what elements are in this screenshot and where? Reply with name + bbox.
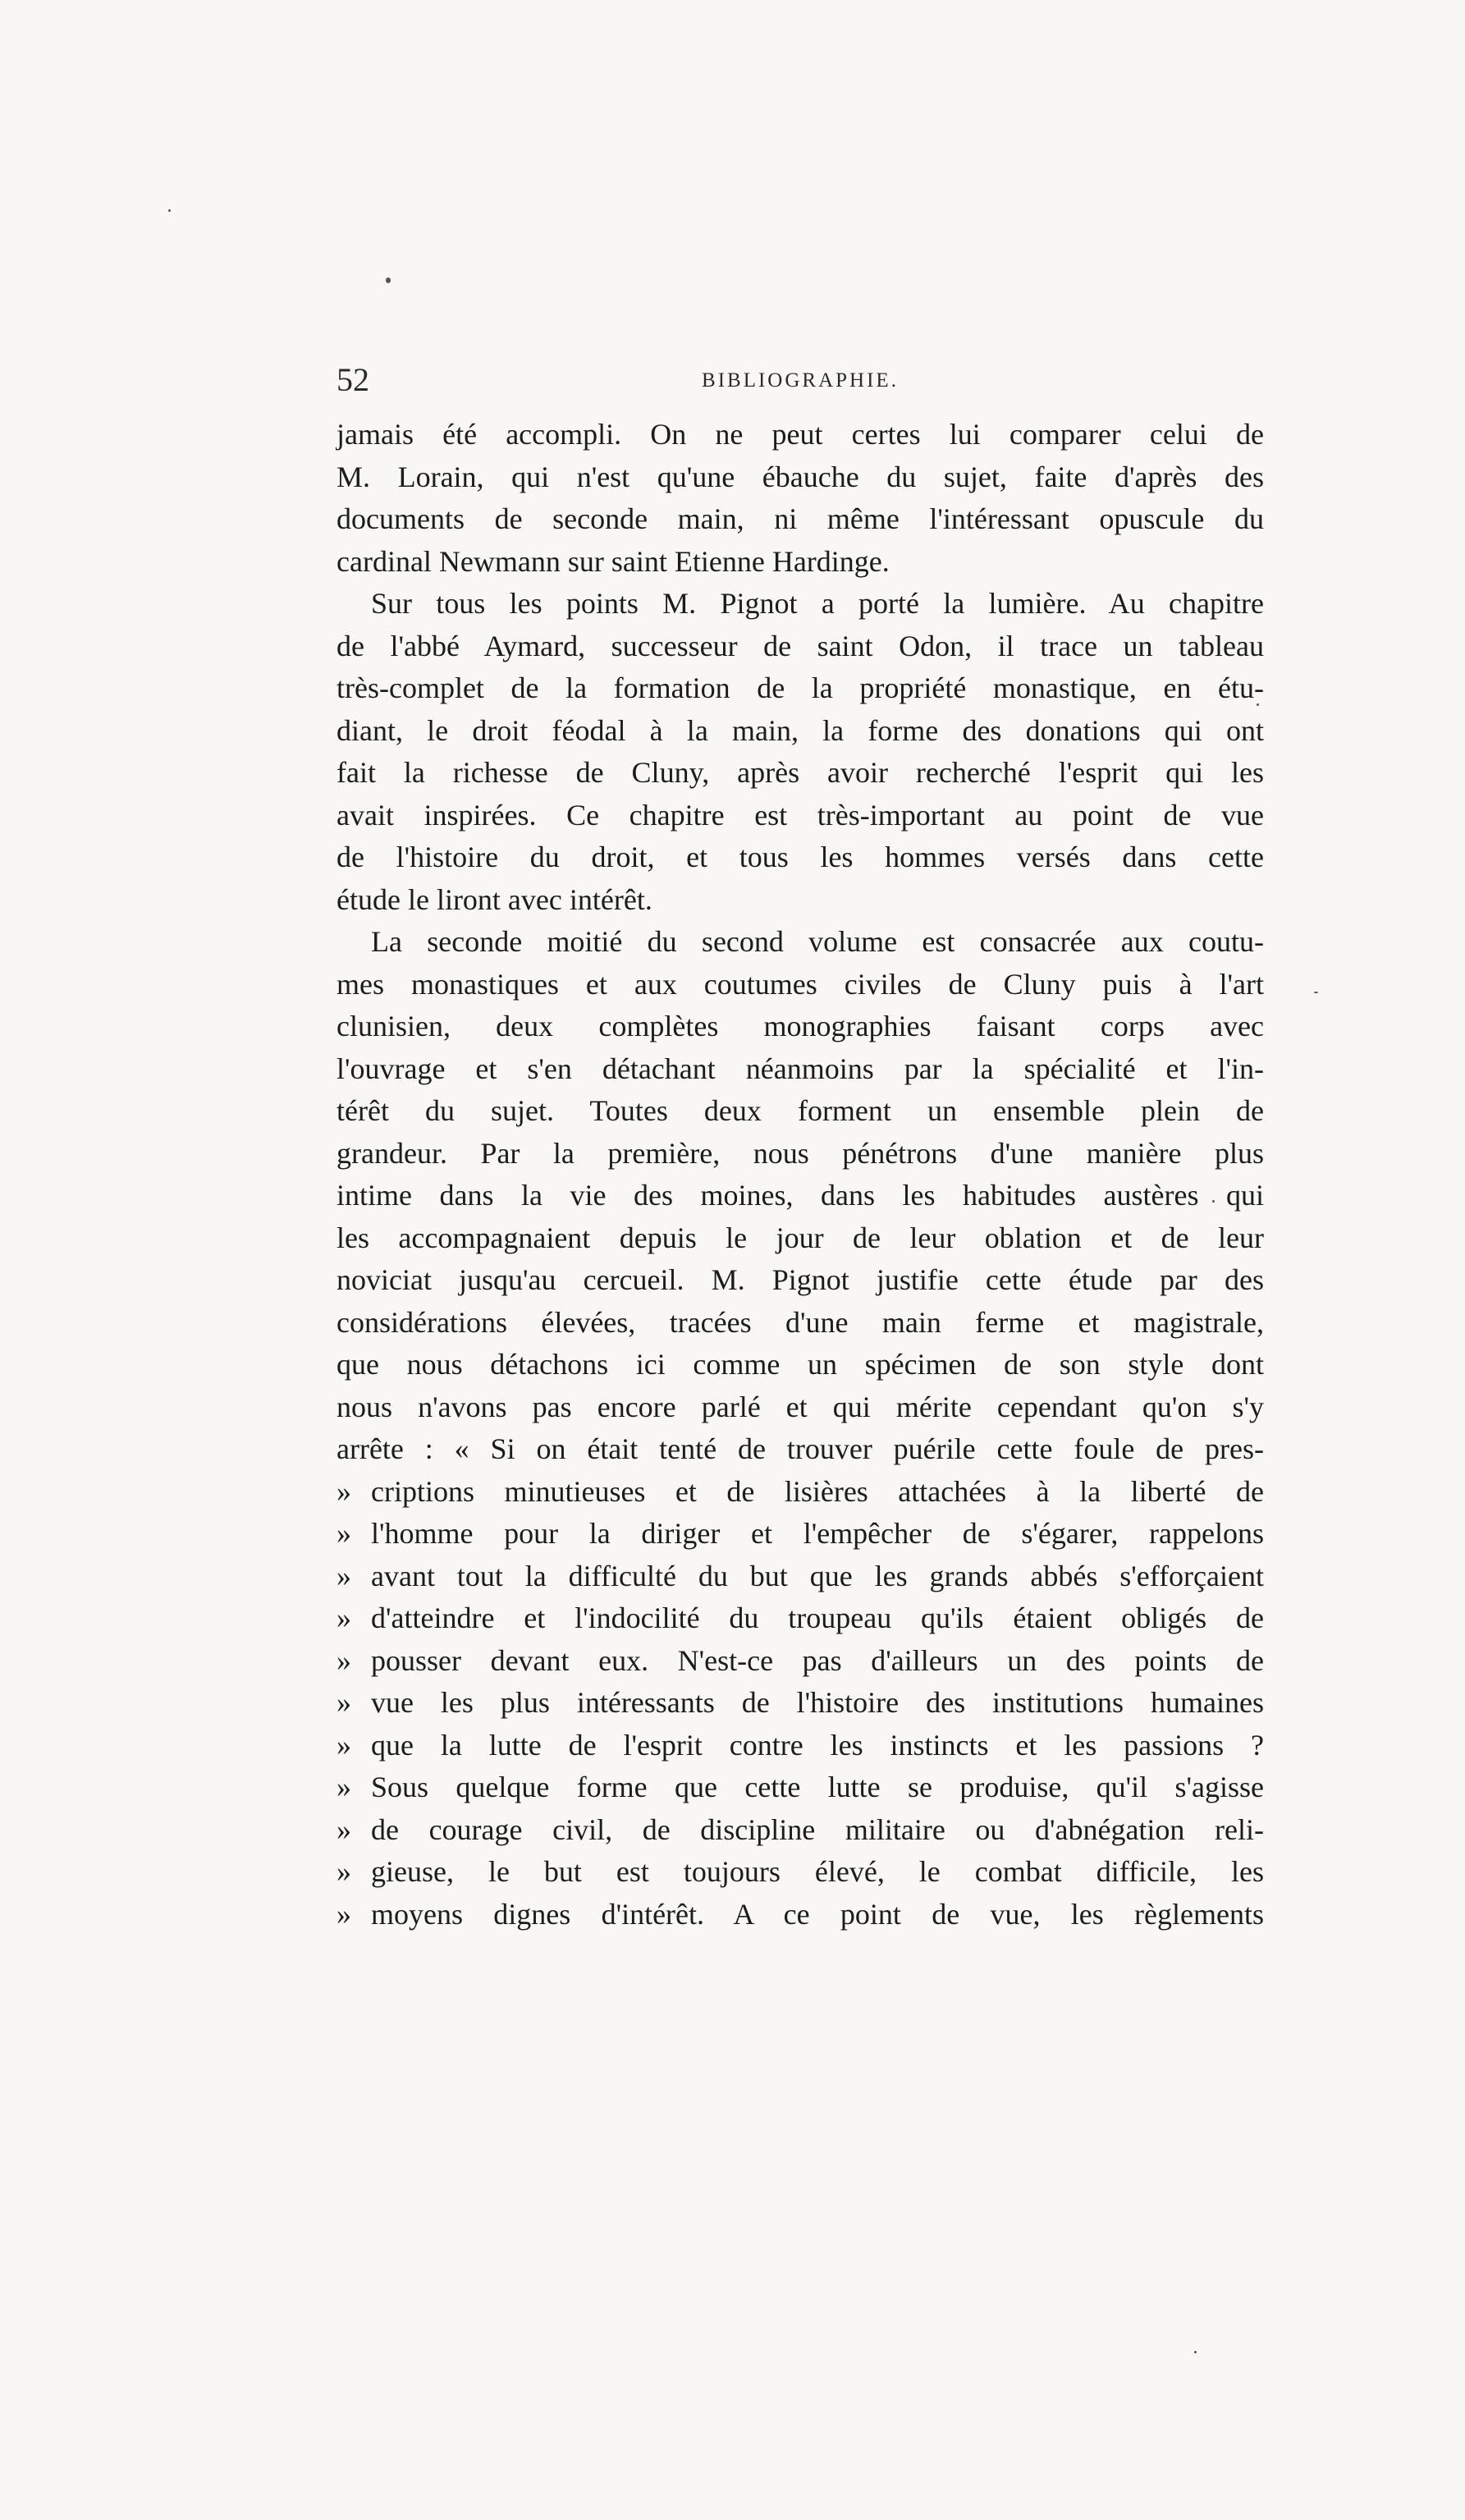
quote-mark: » [336,1728,351,1762]
text-line: nous n'avons pas encore parlé et qui mérite cependant qu'on s'y [336,1390,1264,1423]
quote-mark: » [336,1771,351,1803]
quote-text: criptions minutieuses et de lisières attachées à la liberté de [371,1474,1264,1508]
text-line: de l'histoire du droit, et tous les hommes versés dans cette [336,841,1264,873]
text-line: noviciat jusqu'au cercueil. M. Pignot justifie cette étude par des [336,1263,1264,1296]
text-line: arrête : « Si on était tenté de trouver puérile cette foule de pres- [336,1432,1264,1465]
text-line: considérations élevées, tracées d'une main ferme et magistrale, [336,1305,1264,1339]
quote-line [336,1471,1264,1514]
text-line: les accompagnaient depuis le jour de leur oblation et de leur [336,1221,1264,1254]
quotation-block [336,1471,1264,1936]
text-line: de l'abbé Aymard, successeur de saint Odon, il trace un tableau [336,629,1264,662]
ink-speck [386,277,391,283]
quote-text: l'homme pour la diriger et l'empêcher de s'égarer, rappelons [371,1517,1264,1550]
quote-line [336,1640,1264,1683]
running-title: BIBLIOGRAPHIE. [702,369,899,392]
quote-mark: » [336,1897,351,1931]
quote-line [336,1513,1264,1556]
text-line: Sur tous les points M. Pignot a porté la lumière. Au chapitre [371,587,1264,620]
quote-text: Sous quelque forme que cette lutte se produise, qu'il s'agisse [371,1771,1264,1803]
text-line: clunisien, deux complètes monographies faisant corps avec [336,1010,1264,1042]
text-line: La seconde moitié du second volume est consacrée aux coutu- [371,925,1264,958]
quote-text: d'atteindre et l'indocilité du troupeau qu'ils étaient obligés de [371,1601,1264,1634]
text-line: l'ouvrage et s'en détachant néanmoins par la spécialité et l'in- [336,1052,1264,1085]
running-head [336,360,1264,401]
text-line: intime dans la vie des moines, dans les habitudes austères qui [336,1179,1264,1212]
quote-line [336,1682,1264,1725]
ink-speck [168,209,171,212]
text-line: très-complet de la formation de la propriété monastique, en étu- [336,671,1264,704]
quote-mark: » [336,1559,351,1592]
quote-text: moyens dignes d'intérêt. A ce point de vue, les règlements [371,1897,1264,1931]
quote-mark: » [336,1474,351,1508]
quote-line [336,1894,1264,1936]
quote-mark: » [336,1517,351,1550]
text-line: cardinal Newmann sur saint Etienne Hardinge. [336,544,890,578]
quote-text: avant tout la difficulté du but que les grands abbés s'efforçaient [371,1559,1264,1592]
paragraph-1 [336,414,1264,583]
quote-text: de courage civil, de discipline militaire ou d'abnégation reli- [371,1812,1264,1846]
quote-mark: » [336,1855,351,1888]
quote-line [336,1597,1264,1640]
quote-mark: » [336,1601,351,1634]
quote-mark: » [336,1643,351,1677]
text-line: grandeur. Par la première, nous pénétrons d'une manière plus [336,1136,1264,1170]
text-line: jamais été accompli. On ne peut certes lui comparer celui de [336,418,1264,451]
paragraph-2 [336,583,1264,921]
text-line: avait inspirées. Ce chapitre est très-important au point de vue [336,798,1264,832]
text-line: M. Lorain, qui n'est qu'une ébauche du sujet, faite d'après des [336,460,1264,493]
text-line: fait la richesse de Cluny, après avoir recherché l'esprit qui les [336,756,1264,789]
quote-text: pousser devant eux. N'est-ce pas d'ailleurs un des points de [371,1643,1264,1677]
paragraph-3 [336,921,1264,1471]
quote-line [336,1809,1264,1852]
ink-speck [1314,992,1318,993]
text-line: térêt du sujet. Toutes deux forment un ensemble plein de [336,1094,1264,1127]
text-line: diant, le droit féodal à la main, la forme des donations qui ont [336,713,1264,747]
quote-mark: » [336,1686,351,1719]
quote-line [336,1725,1264,1767]
quote-text: vue les plus intéressants de l'histoire des institutions humaines [371,1686,1264,1719]
quote-text: gieuse, le but est toujours élevé, le combat difficile, les [371,1855,1264,1888]
body-text [336,414,1264,1936]
ink-speck [1194,2351,1197,2353]
quote-line [336,1556,1264,1598]
page-number: 52 [336,361,369,398]
quote-line [336,1766,1264,1809]
text-line: que nous détachons ici comme un spécimen de son style dont [336,1348,1264,1381]
quote-line [336,1851,1264,1894]
text-line: étude le liront avec intérêt. [336,882,652,916]
quote-text: que la lutte de l'esprit contre les instincts et les passions ? [371,1728,1264,1762]
text-line: documents de seconde main, ni même l'intéressant opuscule du [336,502,1264,535]
text-line: mes monastiques et aux coutumes civiles de Cluny puis à l'art [336,967,1264,1001]
quote-mark: » [336,1812,351,1846]
